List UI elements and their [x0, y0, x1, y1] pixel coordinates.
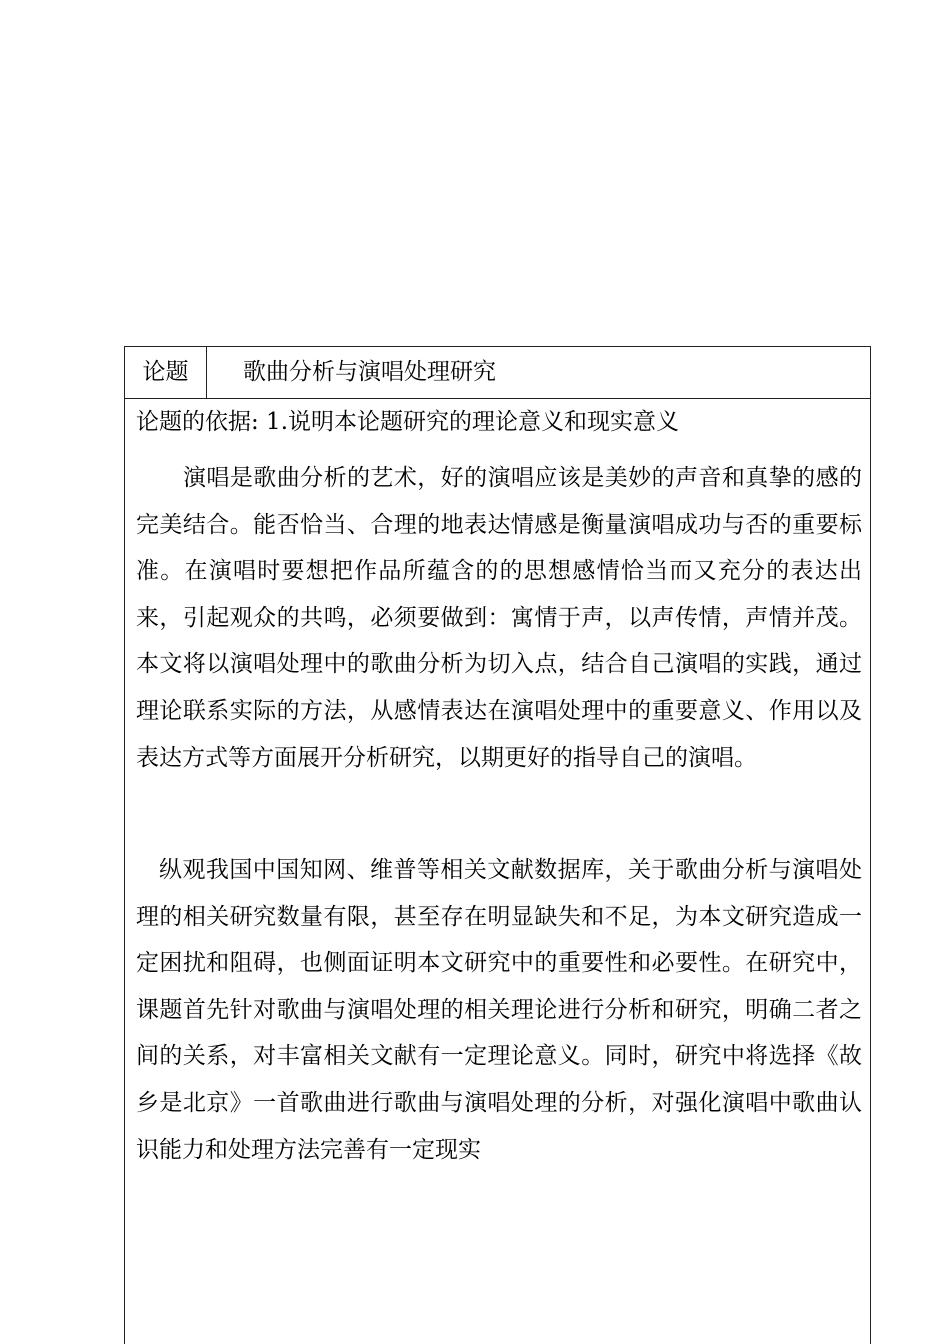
basis-paragraph-2: 纵观我国中国知网、维普等相关文献数据库，关于歌曲分析与演唱处理的相关研究数量有限，甚至存在明显缺失和不足，为本文研究造成一定困扰和阻碍，也侧面证明本文研究中的重要性和必要性。在研究中，课题首先针对歌曲与演唱处理的相关理论进行分析和研究，明确二者之间的关系，对丰富相关文献有一定理论意义。同时，研究中将选择《故乡是北京》一首歌曲进行歌曲与演唱处理的分析，对强化演唱中歌曲认识能力和处理方法完善有一定现实 [136, 857, 862, 1163]
basis-paragraph-1: 演唱是歌曲分析的艺术，好的演唱应该是美妙的声音和真挚的感的完美结合。能否恰当、合理的地表达情感是衡量演唱成功与否的重要标准。在演唱时要想把作品所蕴含的的思想感情恰当而又充分的表达出来，引起观众的共鸣，必须要做到：寓情于声，以声传情，声情并茂。本文将以演唱处理中的歌曲分析为切入点，结合自己演唱的实践，通过理论联系实际的方法，从感情表达在演唱处理中的重要意义、作用以及表达方式等方面展开分析研究，以期更好的指导自己的演唱。 [136, 465, 862, 771]
basis-heading: 论题的依据: 1.说明本论题研究的理论意义和现实意义 [136, 409, 680, 435]
proposal-table [124, 346, 871, 1344]
topic-value: 歌曲分析与演唱处理研究 [243, 359, 496, 385]
topic-row [125, 347, 870, 399]
topic-label: 论题 [125, 347, 207, 398]
